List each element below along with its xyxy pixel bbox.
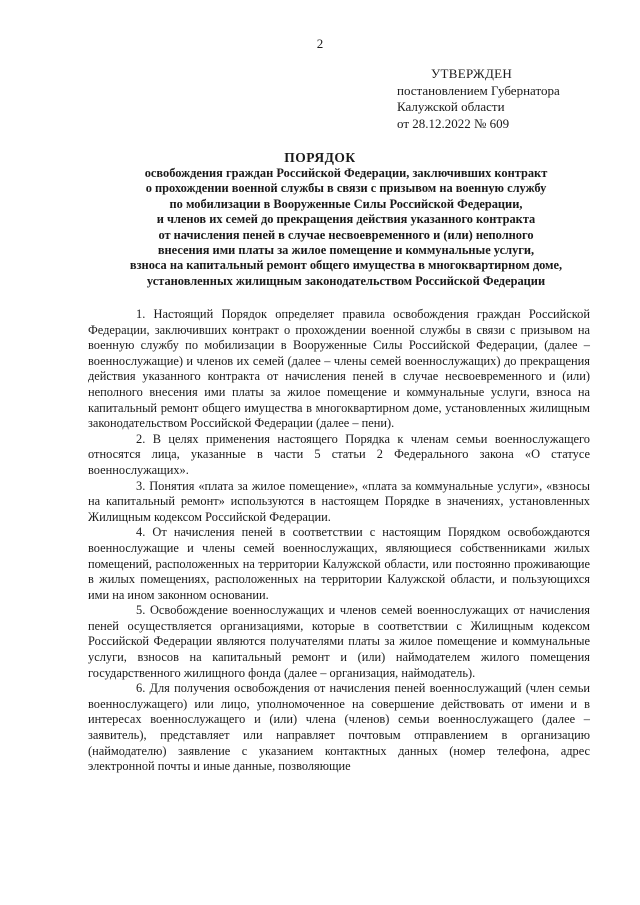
paragraph-1: 1. Настоящий Порядок определяет правила освобождения граждан Российской Федерации, заключивших контракт о прохождении военной службы в связи с призывом на военную службу по мобилизации в Вооруженные Силы Российской Федерации, (далее – военнослужащие) и членов их семей (далее – члены семей военнослужащих) до прекращения действия указанного контракта от начисления пеней в случае несвоевременного и (или) неполного внесения ими платы за жилое помещение и коммунальные услуги, взноса на капитальный ремонт общего имущества в многоквартирном доме, установленных жилищным законодательством Российской Федерации (далее – пени).	[88, 307, 590, 431]
subtitle-line: и членов их семей до прекращения действия указанного контракта	[156, 212, 536, 227]
paragraph-4: 4. От начисления пеней в соответствии с настоящим Порядком освобождаются военнослужащие и члены семей военнослужащих, являющиеся собственниками жилых помещений, расположенных на территории Калужской области, или постоянно проживающие в жилых помещениях, расположенных на территории Калужской области, и пользующихся ими на ином законном основании.	[88, 525, 590, 602]
subtitle-line: внесения ими платы за жилое помещение и коммунальные услуги,	[157, 243, 535, 258]
paragraph-2: 2. В целях применения настоящего Порядка к членам семьи военнослужащего относятся лица, указанные в части 5 статьи 2 Федерального закона «О статусе военнослужащих».	[88, 431, 590, 477]
subtitle-line: взноса на капитальный ремонт общего имущества в многоквартирном доме,	[129, 258, 563, 273]
subtitle-line: от начисления пеней в случае несвоевременного и (или) неполного	[158, 227, 534, 242]
subtitle-line: по мобилизации в Вооруженные Силы Российской Федерации,	[169, 196, 523, 211]
subtitle-line: о прохождении военной службы в связи с призывом на военную службу	[145, 181, 547, 196]
paragraph-5: 5. Освобождение военнослужащих и членов семей военнослужащих от начисления пеней осуществляется организациями, которые в соответствии с Жилищным кодексом Российской Федерации являются получателями платы за жилое помещение и коммунальные услуги, взносов на капитальный ремонт и (или) наймодателем жилого помещения государственного жилищного фонда (далее – организация, наймодатель).	[88, 603, 590, 680]
subtitle-line: освобождения граждан Российской Федерации, заключивших контракт	[144, 166, 548, 180]
paragraph-6: 6. Для получения освобождения от начисления пеней военнослужащий (член семьи военнослужащего) или лицо, уполномоченное на совершение действовать от имени и в интересах военнослужащего и (или) члена (членов) семьи военнослужащего (далее – заявитель), представляет или направляет почтовым отправлением в организацию (наймодателю) заявление с указанием контактных данных (номер телефона, адрес электронной почты и иные данные, позволяющие	[88, 681, 590, 774]
subtitle-line: установленных жилищным законодательством Российской Федерации	[146, 273, 546, 288]
approval-line-1: постановлением Губернатора	[397, 82, 560, 98]
approval-line-2: Калужской области	[397, 99, 505, 114]
approval-line-3: от 28.12.2022 № 609	[397, 115, 510, 131]
document-subtitle	[80, 166, 612, 289]
document-title: ПОРЯДОК	[284, 150, 356, 165]
approval-status: УТВЕРЖДЕН	[431, 66, 513, 81]
page-number: 2	[316, 36, 324, 51]
paragraph-3: 3. Понятия «плата за жилое помещение», «плата за коммунальные услуги», «взносы на капитальный ремонт» используются в настоящем Порядке в значениях, установленных Жилищным кодексом Российской Федерации.	[88, 478, 590, 524]
approval-block	[397, 66, 560, 132]
document-body	[88, 307, 590, 775]
